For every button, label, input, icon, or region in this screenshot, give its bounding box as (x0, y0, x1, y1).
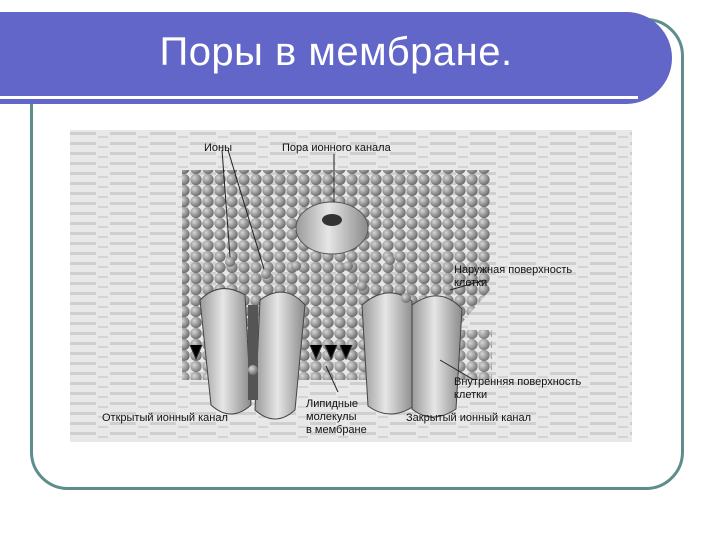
label-lipid-2: молекулы (306, 411, 357, 423)
label-open-channel: Открытый ионный канал (102, 412, 228, 424)
title-underline (0, 96, 638, 99)
label-pore: Пора ионного канала (282, 142, 391, 154)
label-inner-surface-2: клетки (454, 389, 488, 401)
pore-protein (296, 202, 368, 254)
label-inner-surface-1: Внутренняя поверхность (454, 376, 582, 388)
label-ions: Ионы (204, 142, 233, 154)
open-channel-protein (200, 289, 305, 419)
label-lipid-1: Липидные (306, 398, 358, 410)
label-outer-surface-2: клетки (454, 277, 488, 289)
membrane-figure (70, 130, 632, 442)
slide-title: Поры в мембране. (159, 30, 513, 74)
closed-channel-protein (362, 293, 462, 417)
label-lipid-3: в мембране (306, 424, 367, 436)
label-outer-surface-1: Наружная поверхность (454, 264, 573, 276)
membrane-illustration (70, 130, 632, 442)
label-closed-channel: Закрытый ионный канал (406, 412, 532, 424)
